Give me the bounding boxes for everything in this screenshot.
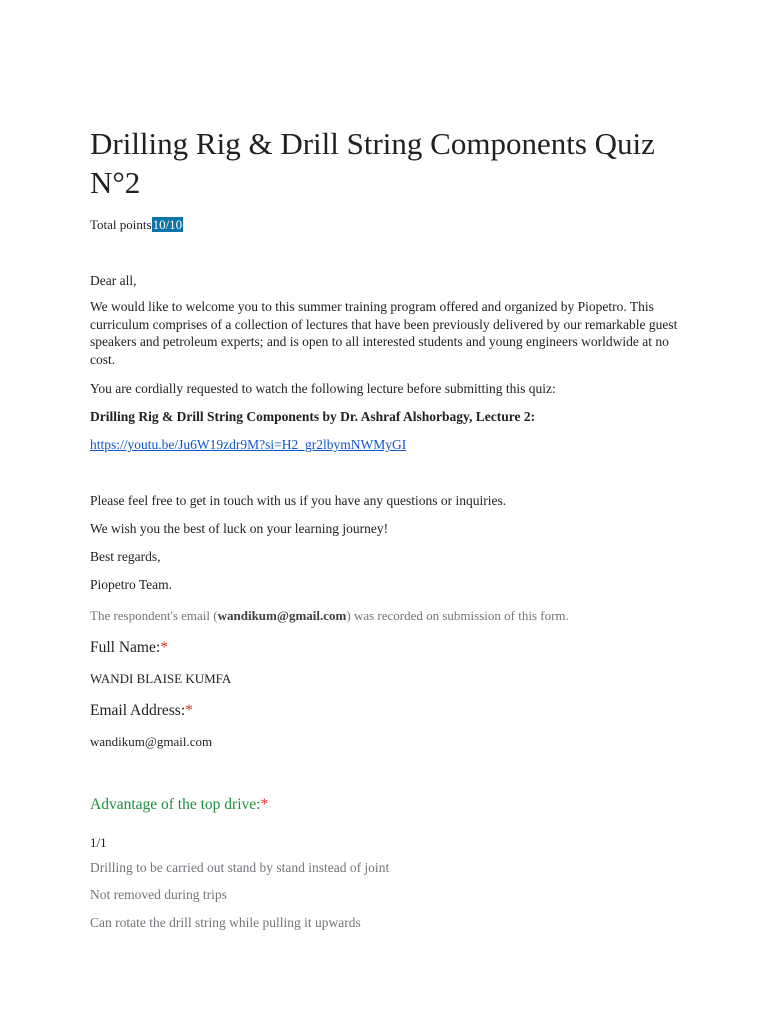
- form-title: Drilling Rig & Drill String Components Quiz N°2: [90, 126, 655, 200]
- request-text: You are cordially requested to watch the following lecture before submitting this quiz:: [90, 381, 556, 396]
- option-item: Can rotate the drill string while pulling it upwards: [90, 915, 361, 930]
- luck-text: We wish you the best of luck on your learning journey!: [90, 521, 389, 536]
- answer-full-name: WANDI BLAISE KUMFA: [90, 671, 232, 686]
- question-top-drive: [90, 795, 268, 815]
- signature-text: Piopetro Team.: [90, 577, 173, 592]
- total-points: [90, 216, 183, 233]
- welcome-paragraph: We would like to welcome you to this summer training program offered and organized by Piopetro. This curriculum comprises of a collection of lectures that have been previously delivered by our remarkable guest speakers and petroleum experts; and is open to all interested students and young engineers worldwide at no cost.: [90, 299, 678, 367]
- question-score: 1/1: [90, 835, 107, 850]
- question-label: Email Address:: [90, 702, 186, 719]
- lecture-link-line: [90, 436, 690, 454]
- email-recorded-notice: [90, 607, 690, 625]
- required-asterisk: *: [185, 702, 193, 719]
- regards-text: Best regards,: [90, 549, 161, 564]
- answer-email-address: wandikum@gmail.com: [90, 734, 213, 749]
- question-email-address: [90, 701, 193, 721]
- option-item: Not removed during trips: [90, 887, 227, 902]
- question-full-name: [90, 638, 168, 658]
- lecture-link[interactable]: https://youtu.be/Ju6W19zdr9M?si=H2_gr2lbymNWMyGI: [90, 437, 407, 452]
- option-item: Drilling to be carried out stand by stand instead of joint: [90, 860, 390, 875]
- contact-text: Please feel free to get in touch with us if you have any questions or inquiries.: [90, 493, 507, 508]
- question-label: Full Name:: [90, 639, 161, 656]
- notice-prefix: The respondent's email (: [90, 608, 218, 623]
- total-points-score: 10/10: [152, 217, 183, 232]
- required-asterisk: *: [260, 796, 269, 813]
- notice-suffix: ) was recorded on submission of this form.: [346, 608, 569, 623]
- required-asterisk: *: [160, 639, 168, 656]
- greeting-text: Dear all,: [90, 273, 137, 288]
- question-label: Advantage of the top drive:: [90, 796, 261, 813]
- lecture-title: Drilling Rig & Drill String Components by Dr. Ashraf Alshorbagy, Lecture 2:: [90, 409, 536, 424]
- total-points-label: Total points: [90, 217, 152, 232]
- notice-email: wandikum@gmail.com: [217, 608, 347, 623]
